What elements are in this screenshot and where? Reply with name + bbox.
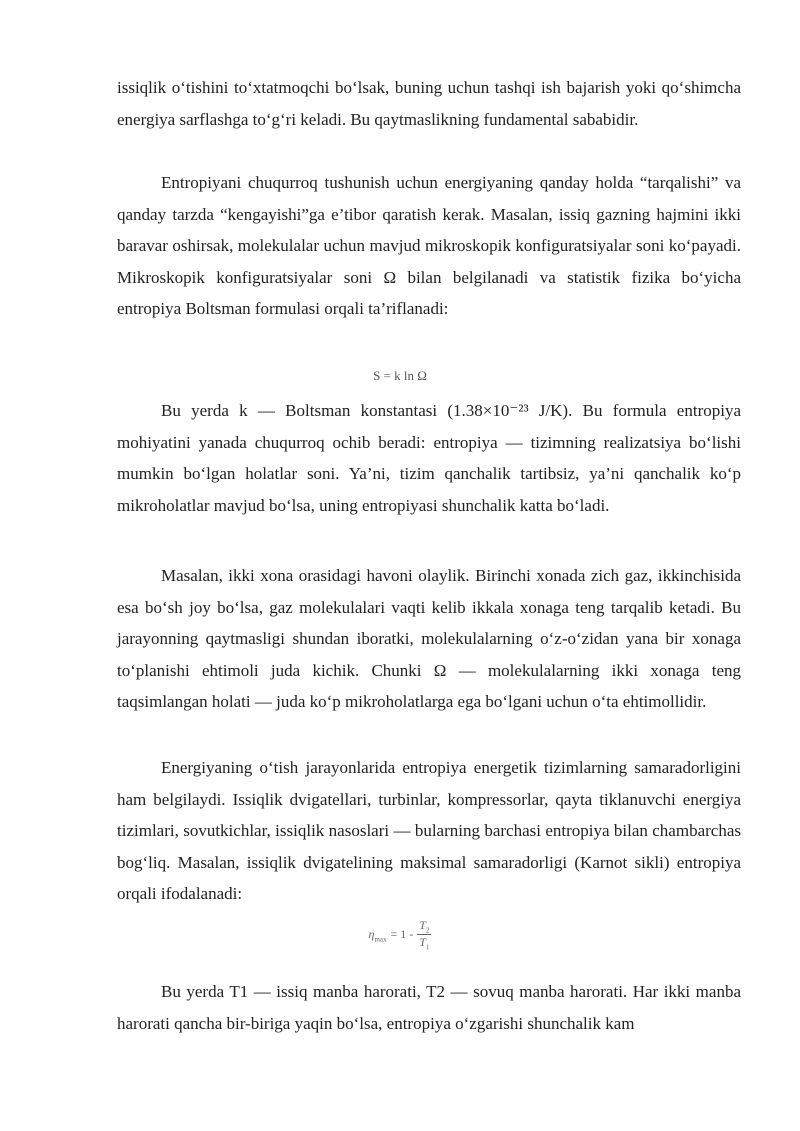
paragraph-3: Bu yerda k — Boltsman konstantasi (1.38×10⁻²³ J/K). Bu formula entropiya mohiyatini yanada chuqurroq ochib beradi: entropiya — tizimning realizatsiya bo‘lishi mumkin bo‘lgan holatlar soni. Ya’ni, tizim qanchalik tartibsiz, ya’ni qanchalik ko‘p mikroholatlar mavjud bo‘lsa, uning entropiyasi shunchalik katta bo‘ladi. [117,401,741,515]
paragraph-4: Masalan, ikki xona orasidagi havoni olaylik. Birinchi xonada zich gaz, ikkinchisida esa bo‘sh joy bo‘lsa, gaz molekulalari vaqti kelib ikkala xonaga teng tarqalib ketadi. Bu jarayonning qaytmasligi shundan iboratki, molekulalarning o‘z-o‘zidan yana bir xonaga to‘planishi ehtimoli juda kichik. Chunki Ω — molekulalarning ikki xonaga teng taqsimlangan holati — juda ko‘p mikroholatlarga ega bo‘lgani uchun o‘ta ehtimollidir. [117,566,741,712]
denominator-t: T [419,935,426,950]
eta-subscript: max [374,935,387,944]
boltzmann-formula: S = k ln Ω [373,368,427,383]
numerator-t: T [419,918,426,932]
paragraph-1: issiqlik o‘tishini to‘xtatmoqchi bo‘lsak, buning uchun tashqi ish bajarish yoki qo‘shimcha energiya sarflashga to‘g‘ri keladi. Bu qaytmaslikning fundamental sababidir. [117,78,741,129]
eta-symbol: η [368,926,375,941]
carnot-formula [0,918,800,968]
denominator-subscript: 1 [425,943,430,952]
paragraph-2: Entropiyani chuqurroq tushunish uchun energiyaning qanday holda “tarqalishi” va qanday tarzda “kengayishi”ga e’tibor qaratish kerak. Masalan, issiq gazning hajmini ikki baravar oshirsak, molekulalar uchun mavjud mikroskopik konfiguratsiyalar soni ko‘payadi. Mikroskopik konfiguratsiyalar soni Ω bilan belgilanadi va statistik fizika bo‘yicha entropiya Boltsman formulasi orqali ta’riflanadi: [117,173,741,319]
carnot-fraction [417,918,431,952]
paragraph-6: Bu yerda T1 — issiq manba harorati, T2 — sovuq manba harorati. Har ikki manba harorati qancha bir-biriga yaqin bo‘lsa, entropiya o‘zgarishi shunchalik kam [117,982,741,1033]
numerator-subscript: 2 [425,926,430,935]
carnot-equals: = 1 - [390,927,414,942]
paragraph-5: Energiyaning o‘tish jarayonlarida entropiya energetik tizimlarning samaradorligini ham belgilaydi. Issiqlik dvigatellari, turbinlar, kompressorlar, qayta tiklanuvchi energiya tizimlari, sovutkichlar, issiqlik nasoslari — bularning barchasi entropiya bilan chambarchas bog‘liq. Masalan, issiqlik dvigatelining maksimal samaradorligi (Karnot sikli) entropiya orqali ifodalanadi: [117,758,741,904]
